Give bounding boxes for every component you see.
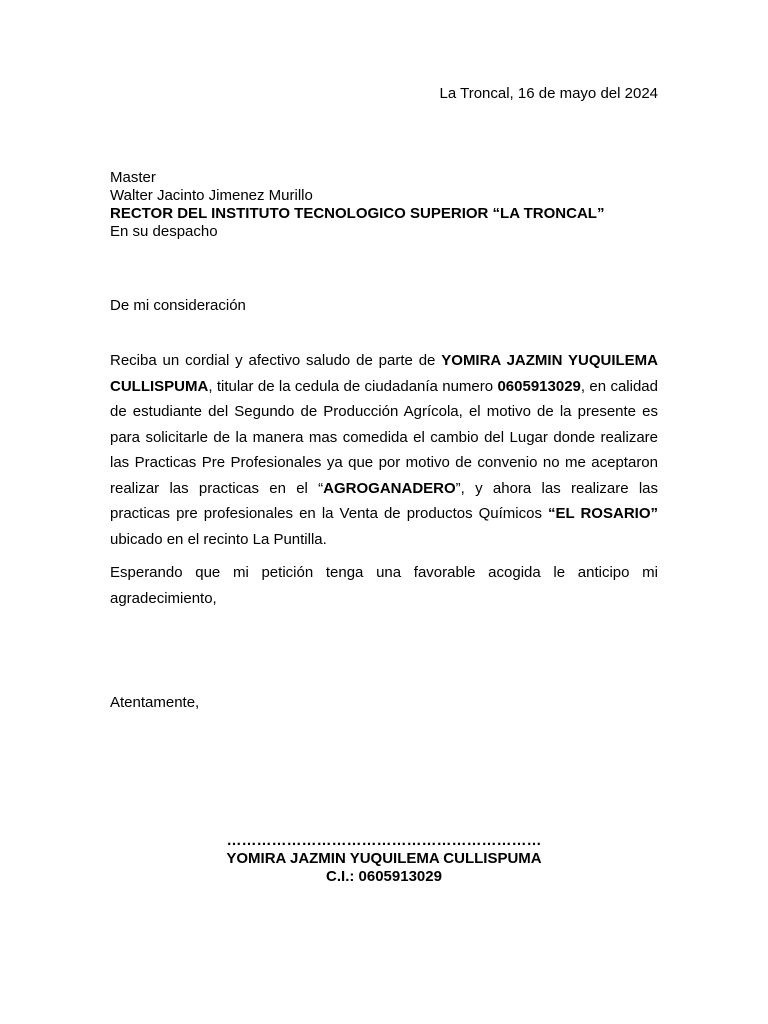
addressee-block xyxy=(110,169,604,241)
student-name: YOMIRA JAZMIN YUQUILEMA CULLISPUMA xyxy=(110,352,658,395)
previous-practice-place: AGROGANADERO xyxy=(323,479,456,497)
body-text: , en calidad de estudiante del Segundo de Producción Agrícola, el motivo de la presente es para solicitarle de la manera mas comedida el cambio del Lugar donde realizare las Practicas Pre Profesionales ya que por motivo de convenio no me aceptaron realizar las practicas en el “ xyxy=(110,377,658,497)
addressee-title: Master xyxy=(110,169,156,186)
body-paragraph-1 xyxy=(110,348,658,552)
student-id: 0605913029 xyxy=(497,377,581,395)
signature-name: YOMIRA JAZMIN YUQUILEMA CULLISPUMA xyxy=(226,850,542,867)
signature-line: ……………………………………………………… xyxy=(226,832,542,849)
signature-block xyxy=(110,832,658,886)
addressee-position: RECTOR DEL INSTITUTO TECNOLOGICO SUPERIOR “LA TRONCAL” xyxy=(110,205,605,222)
letter-body xyxy=(110,348,658,611)
body-paragraph-2: Esperando que mi petición tenga una favorable acogida le anticipo mi agradecimiento, xyxy=(110,564,658,607)
body-text: ”, y ahora las realizare las practicas pre profesionales en la Venta de productos Químicos xyxy=(110,479,658,522)
letter-date: La Troncal, 16 de mayo del 2024 xyxy=(439,85,658,102)
closing: Atentamente, xyxy=(110,694,200,711)
signature-id: C.I.: 0605913029 xyxy=(326,868,442,885)
addressee-name: Walter Jacinto Jimenez Murillo xyxy=(110,187,313,204)
greeting: De mi consideración xyxy=(110,297,246,314)
new-practice-place: “EL ROSARIO” xyxy=(548,505,658,522)
body-text: , titular de la cedula de ciudadanía numero xyxy=(208,377,498,395)
body-text: Reciba un cordial y afectivo saludo de parte de xyxy=(110,352,442,369)
addressee-location: En su despacho xyxy=(110,223,218,240)
body-text: ubicado en el recinto La Puntilla. xyxy=(110,530,327,548)
